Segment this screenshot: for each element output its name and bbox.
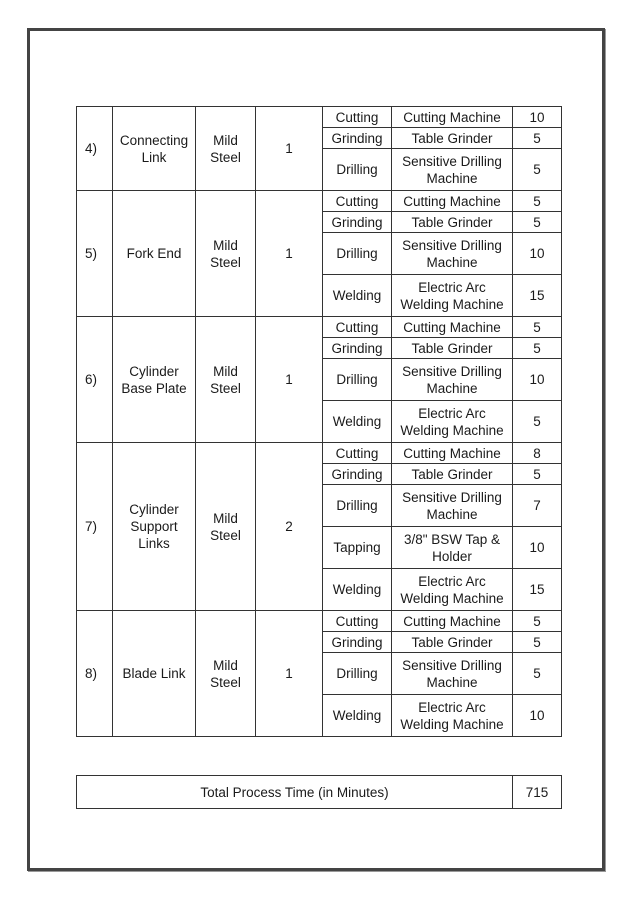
machine: Sensitive Drilling Machine: [392, 233, 513, 275]
operation: Tapping: [323, 527, 392, 569]
machine: Sensitive Drilling Machine: [392, 359, 513, 401]
material: Mild Steel: [196, 443, 256, 611]
total-row: [77, 776, 562, 809]
time-minutes: 5: [513, 212, 562, 233]
operation: Drilling: [323, 233, 392, 275]
part-name: Connecting Link: [113, 107, 196, 191]
time-minutes: 10: [513, 107, 562, 128]
part-name: Cylinder Base Plate: [113, 317, 196, 443]
operation: Grinding: [323, 338, 392, 359]
quantity: 1: [256, 191, 323, 317]
process-table: [76, 106, 562, 737]
time-minutes: 15: [513, 569, 562, 611]
time-minutes: 5: [513, 632, 562, 653]
machine: Electric Arc Welding Machine: [392, 275, 513, 317]
operation: Welding: [323, 275, 392, 317]
time-minutes: 10: [513, 527, 562, 569]
machine: Table Grinder: [392, 338, 513, 359]
machine: Cutting Machine: [392, 443, 513, 464]
part-name: Fork End: [113, 191, 196, 317]
material: Mild Steel: [196, 611, 256, 737]
table-row: [77, 191, 562, 212]
time-minutes: 5: [513, 191, 562, 212]
operation: Grinding: [323, 212, 392, 233]
material: Mild Steel: [196, 317, 256, 443]
machine: Sensitive Drilling Machine: [392, 149, 513, 191]
item-number: 8): [77, 611, 113, 737]
operation: Welding: [323, 695, 392, 737]
machine: Cutting Machine: [392, 317, 513, 338]
quantity: 1: [256, 317, 323, 443]
machine: Electric Arc Welding Machine: [392, 569, 513, 611]
operation: Cutting: [323, 107, 392, 128]
quantity: 2: [256, 443, 323, 611]
material: Mild Steel: [196, 107, 256, 191]
operation: Cutting: [323, 191, 392, 212]
time-minutes: 5: [513, 611, 562, 632]
item-number: 6): [77, 317, 113, 443]
operation: Drilling: [323, 359, 392, 401]
time-minutes: 5: [513, 464, 562, 485]
machine: Cutting Machine: [392, 107, 513, 128]
operation: Cutting: [323, 443, 392, 464]
total-label: Total Process Time (in Minutes): [77, 776, 513, 809]
time-minutes: 8: [513, 443, 562, 464]
time-minutes: 7: [513, 485, 562, 527]
time-minutes: 10: [513, 233, 562, 275]
operation: Welding: [323, 401, 392, 443]
machine: Table Grinder: [392, 128, 513, 149]
machine: Sensitive Drilling Machine: [392, 485, 513, 527]
table-row: [77, 107, 562, 128]
material: Mild Steel: [196, 191, 256, 317]
machine: Sensitive Drilling Machine: [392, 653, 513, 695]
machine: Table Grinder: [392, 464, 513, 485]
time-minutes: 15: [513, 275, 562, 317]
part-name: Blade Link: [113, 611, 196, 737]
process-table-body: [77, 107, 562, 737]
operation: Drilling: [323, 485, 392, 527]
operation: Grinding: [323, 464, 392, 485]
total-table: [76, 775, 562, 809]
operation: Cutting: [323, 611, 392, 632]
machine: Electric Arc Welding Machine: [392, 695, 513, 737]
operation: Cutting: [323, 317, 392, 338]
machine: Electric Arc Welding Machine: [392, 401, 513, 443]
time-minutes: 5: [513, 338, 562, 359]
time-minutes: 5: [513, 653, 562, 695]
time-minutes: 5: [513, 149, 562, 191]
table-row: [77, 611, 562, 632]
total-value: 715: [513, 776, 562, 809]
item-number: 7): [77, 443, 113, 611]
operation: Drilling: [323, 149, 392, 191]
quantity: 1: [256, 107, 323, 191]
operation: Drilling: [323, 653, 392, 695]
operation: Welding: [323, 569, 392, 611]
time-minutes: 5: [513, 317, 562, 338]
time-minutes: 10: [513, 695, 562, 737]
table-row: [77, 317, 562, 338]
part-name: Cylinder Support Links: [113, 443, 196, 611]
operation: Grinding: [323, 128, 392, 149]
table-row: [77, 443, 562, 464]
item-number: 4): [77, 107, 113, 191]
time-minutes: 5: [513, 128, 562, 149]
machine: Table Grinder: [392, 212, 513, 233]
machine: Table Grinder: [392, 632, 513, 653]
quantity: 1: [256, 611, 323, 737]
operation: Grinding: [323, 632, 392, 653]
time-minutes: 5: [513, 401, 562, 443]
machine: 3/8" BSW Tap & Holder: [392, 527, 513, 569]
item-number: 5): [77, 191, 113, 317]
machine: Cutting Machine: [392, 191, 513, 212]
time-minutes: 10: [513, 359, 562, 401]
machine: Cutting Machine: [392, 611, 513, 632]
